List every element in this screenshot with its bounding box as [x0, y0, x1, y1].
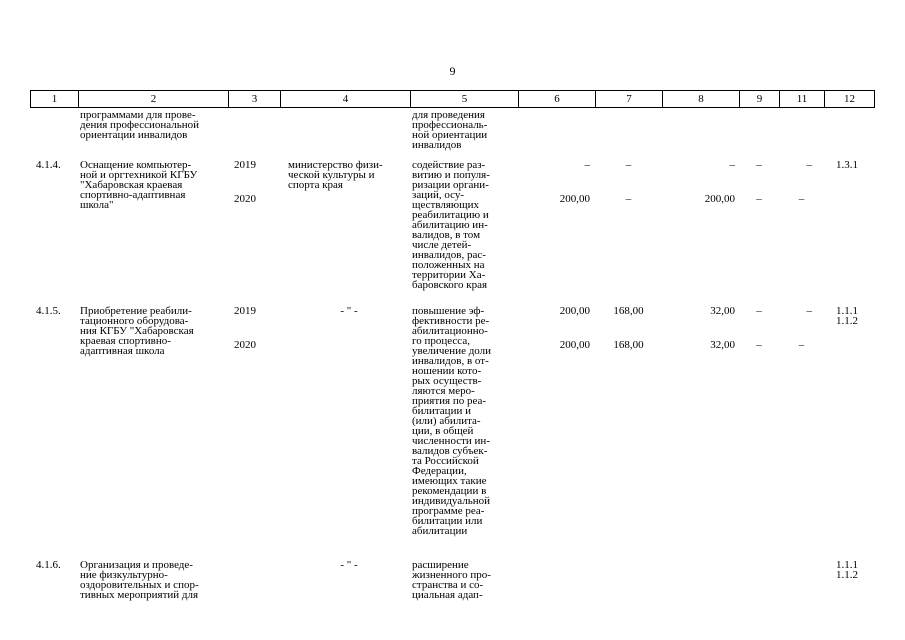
amount-col9: –: [756, 193, 762, 205]
row-number: 4.1.4.: [36, 159, 61, 171]
executor: министерство физи- ческой культуры и спорта края: [288, 159, 383, 191]
indicator-ref: 1.3.1: [836, 159, 858, 171]
year: 2019: [234, 159, 256, 171]
measure-name: Приобретение реабили- тационного оборудова- ния КГБУ "Хабаровская краевая спортивно- адаптивная школа: [80, 305, 194, 357]
year: 2020: [234, 193, 256, 205]
amount-regional: 32,00: [710, 339, 735, 351]
amount-col9: –: [756, 159, 762, 171]
row-number: 4.1.5.: [36, 305, 61, 317]
amount-total: 200,00: [559, 193, 590, 205]
page-number: 9: [449, 64, 456, 78]
amount-col11: –: [806, 159, 812, 171]
row-number: 4.1.6.: [36, 559, 61, 571]
table-header: [30, 90, 875, 108]
year: 2020: [234, 339, 256, 351]
col-header-3: 3: [229, 91, 281, 108]
col-header-1: 1: [31, 91, 79, 108]
cont-measure-name: программами для прове- дения профессиональной ориентации инвалидов: [80, 109, 200, 141]
amount-federal: 168,00: [613, 339, 644, 351]
amount-regional: 200,00: [704, 193, 735, 205]
executor: - " -: [340, 559, 358, 571]
col-header-6: 6: [519, 91, 596, 108]
goal: расширение жизненного про- странства и со- циальная адап-: [412, 559, 491, 601]
amount-col11: –: [798, 339, 805, 351]
executor: - " -: [340, 305, 358, 317]
amount-total: –: [584, 159, 590, 171]
amount-federal: 168,00: [613, 305, 644, 317]
col-header-2: 2: [79, 91, 229, 108]
col-header-12: 12: [825, 91, 875, 108]
amount-total: 200,00: [559, 339, 590, 351]
goal: повышение эф- фективности ре- абилитационно- го процесса, увеличение доли инвалидов, в от- ношении кото- рых осуществ- ляются меро- приятия по реа- билитации и (или) абилита- ции, в общей численности ин- валидов субъек- та Российской Федерации, имеющих такие рекомендации в индивидуальной программе реа- билитации или абилитации: [412, 305, 492, 537]
measure-name: Организация и проведе- ние физкультурно- оздоровительных и спор- тивных мероприятий для: [80, 559, 199, 601]
indicator-ref: 1.1.1 1.1.2: [836, 305, 858, 327]
amount-regional: –: [729, 159, 735, 171]
col-header-8: 8: [663, 91, 740, 108]
cont-goal: для проведения профессиональ- ной ориентации инвалидов: [412, 109, 488, 151]
amount-col9: –: [756, 305, 762, 317]
col-header-5: 5: [411, 91, 519, 108]
col-header-7: 7: [596, 91, 663, 108]
amount-col11: –: [798, 193, 805, 205]
amount-total: 200,00: [559, 305, 590, 317]
measure-name: Оснащение компьютер- ной и оргтехникой КГБУ "Хабаровская краевая спортивно-адаптивная школа": [80, 159, 198, 211]
col-header-4: 4: [281, 91, 411, 108]
amount-federal: –: [625, 159, 632, 171]
amount-col11: –: [806, 305, 812, 317]
amount-regional: 32,00: [710, 305, 735, 317]
col-header-9: 9: [740, 91, 780, 108]
amount-col9: –: [756, 339, 762, 351]
indicator-ref: 1.1.1 1.1.2: [836, 559, 858, 581]
amount-federal: –: [625, 193, 632, 205]
goal: содействие раз- витию и популя- ризации органи- заций, осу- ществляющих реабилитацию и абилитацию ин- валидов, в том числе детей- инвалидов, рас- положенных на территории Ха- баровского края: [412, 159, 490, 291]
year: 2019: [234, 305, 256, 317]
col-header-11: 11: [780, 91, 825, 108]
